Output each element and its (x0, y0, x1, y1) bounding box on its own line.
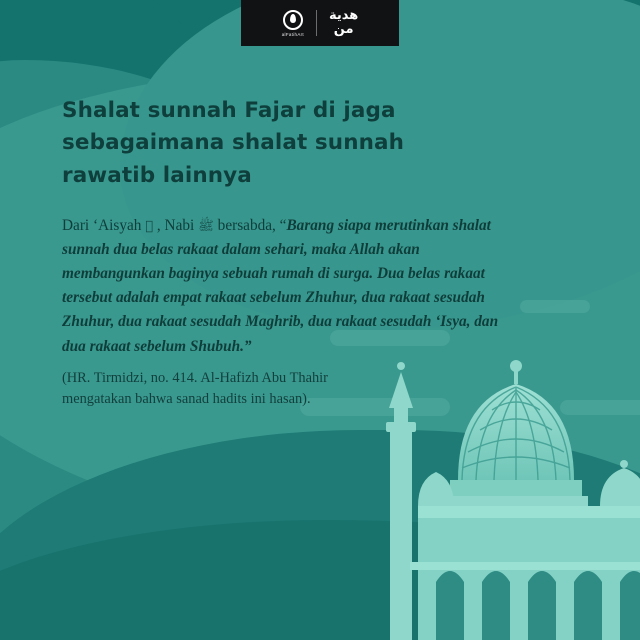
brand-logo-arabic-top: هدية (328, 8, 359, 24)
droplet-circle-icon (283, 10, 303, 30)
hadith-text (62, 214, 524, 359)
hadith-reference (62, 368, 492, 411)
hadith-reference-line-2: mengatakan bahwa sanad hadits ini hasan). (62, 391, 311, 408)
brand-divider (316, 10, 317, 36)
brand-logo-arabic (329, 9, 358, 36)
headline: Shalat sunnah Fajar di jaga sebagaimana shalat sunnah rawatib lainnya (62, 98, 405, 188)
brand-bar (241, 0, 399, 46)
honorific-symbol-aisyah: ﷞ (145, 218, 154, 234)
hadith-lead-after: bersabda, “ (217, 216, 287, 234)
content-area (62, 95, 582, 411)
honorific-symbol-nabi: ﷺ (198, 218, 214, 234)
hadith-quote: Barang siapa merutinkan shalat sunnah dua belas rakaat dalam sehari, maka Allah akan membangunkan baginya sebuah rumah di surga. Dua belas rakaat tersebut adalah empat rakaat sebelum Zhuhur, dua rakaat sesudah Zhuhur, dua rakaat sesudah Maghrib, dua rakaat sesudah ‘Isya, dan dua rakaat sebelum Shubuh.” (62, 216, 499, 355)
brand-logo-arabic-bottom: من (333, 22, 354, 37)
brand-logo-caption: alFatihArt (281, 31, 304, 37)
hadith-lead-middle: , Nabi (156, 216, 195, 234)
hadith-lead-before: Dari ‘Aisyah (62, 216, 142, 234)
brand-logo-alfatihart (282, 10, 304, 37)
hadith-reference-line-1: (HR. Tirmidzi, no. 414. Al-Hafizh Abu Thahir (62, 369, 328, 386)
